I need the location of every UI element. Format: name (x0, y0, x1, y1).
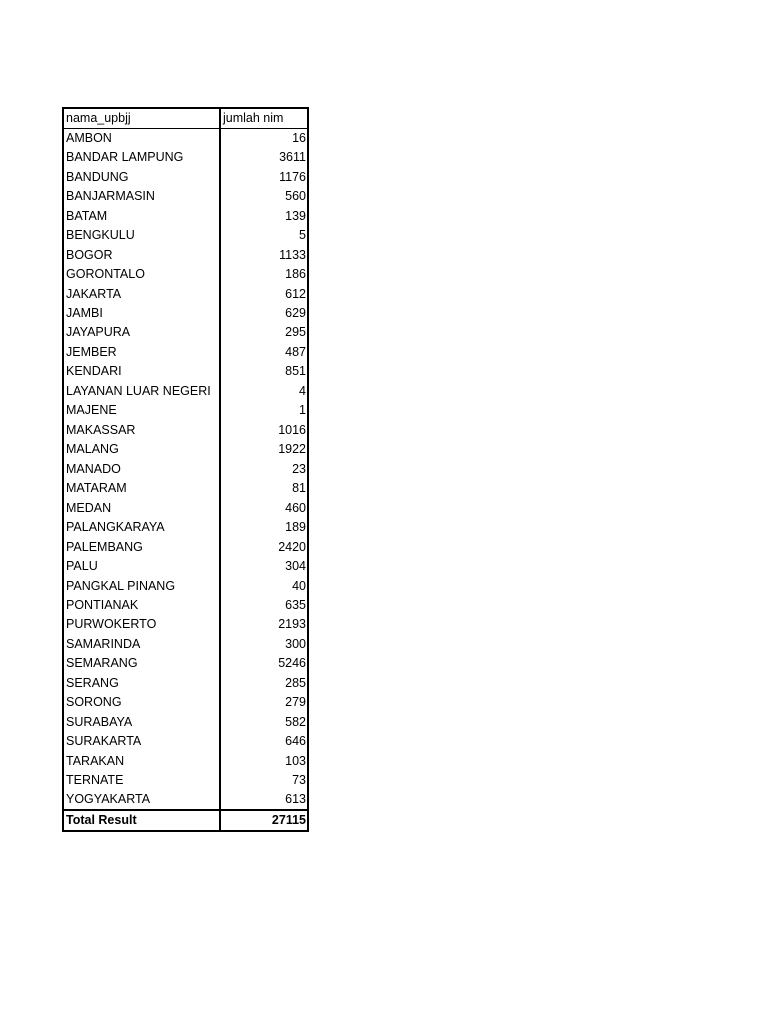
upbjj-name-cell: JAKARTA (63, 284, 220, 303)
nim-count-cell: 81 (292, 481, 306, 496)
nim-count-cell: 1 (299, 403, 306, 418)
nim-count-cell: 1176 (279, 169, 306, 184)
nim-count-cell: 487 (285, 344, 306, 359)
nim-count-cell: 5 (299, 228, 306, 243)
nim-count-cell: 189 (285, 520, 306, 535)
total-label: Total Result (63, 810, 220, 831)
table-footer (63, 810, 308, 831)
upbjj-name-cell: SERANG (63, 674, 220, 693)
table-row (63, 167, 308, 186)
upbjj-name-cell: TERNATE (63, 771, 220, 790)
upbjj-name-cell: PONTIANAK (63, 596, 220, 615)
table-row (63, 148, 308, 167)
table-row (63, 537, 308, 556)
table-row (63, 693, 308, 712)
upbjj-name-cell: PALU (63, 557, 220, 576)
table-header (63, 108, 308, 129)
table-row (63, 284, 308, 303)
table-row (63, 654, 308, 673)
upbjj-name-cell: JAMBI (63, 304, 220, 323)
table-row (63, 304, 308, 323)
nim-count-cell: 612 (285, 286, 306, 301)
upbjj-name-cell: PALANGKARAYA (63, 518, 220, 537)
table-row (63, 557, 308, 576)
table-row (63, 343, 308, 362)
table-row (63, 187, 308, 206)
nim-count-cell: 4 (299, 383, 306, 398)
upbjj-name-cell: PANGKAL PINANG (63, 576, 220, 595)
table-row (63, 771, 308, 790)
nim-count-cell: 1922 (278, 442, 306, 457)
table-row (63, 518, 308, 537)
nim-count-cell: 103 (285, 753, 306, 768)
nim-count-cell: 295 (285, 325, 306, 340)
nim-count-cell: 851 (285, 364, 306, 379)
header-row (63, 108, 308, 129)
nim-count-cell: 304 (285, 559, 306, 574)
upbjj-name-cell: PURWOKERTO (63, 615, 220, 634)
upbjj-name-cell: BANDAR LAMPUNG (63, 148, 220, 167)
table-row (63, 245, 308, 264)
table-row (63, 382, 308, 401)
table-body (63, 129, 308, 811)
nim-count-cell: 5246 (278, 656, 306, 671)
upbjj-name-cell: MEDAN (63, 498, 220, 517)
nim-count-cell: 560 (285, 189, 306, 204)
nim-count-cell: 186 (285, 267, 306, 282)
table-row (63, 129, 308, 149)
table-row (63, 674, 308, 693)
table-row (63, 362, 308, 381)
nim-count-cell: 1016 (278, 422, 306, 437)
upbjj-name-cell: SORONG (63, 693, 220, 712)
upbjj-name-cell: TARAKAN (63, 752, 220, 771)
upbjj-name-cell: MAKASSAR (63, 421, 220, 440)
nim-count-cell: 1133 (279, 247, 306, 262)
table-row (63, 479, 308, 498)
nim-count-cell: 73 (292, 773, 306, 788)
total-row (63, 810, 308, 831)
table-row (63, 498, 308, 517)
upbjj-name-cell: LAYANAN LUAR NEGERI (63, 382, 220, 401)
upbjj-name-cell: JAYAPURA (63, 323, 220, 342)
header-nama-upbjj: nama_upbjj (63, 108, 220, 129)
upbjj-name-cell: PALEMBANG (63, 537, 220, 556)
table-row (63, 421, 308, 440)
table-row (63, 635, 308, 654)
nim-count-cell: 635 (285, 598, 306, 613)
upbjj-name-cell: YOGYAKARTA (63, 790, 220, 810)
table-row (63, 615, 308, 634)
table-row (63, 752, 308, 771)
nim-count-cell: 285 (285, 675, 306, 690)
upbjj-name-cell: BATAM (63, 206, 220, 225)
nim-count-cell: 279 (285, 695, 306, 710)
upbjj-name-cell: BOGOR (63, 245, 220, 264)
upbjj-name-cell: BANJARMASIN (63, 187, 220, 206)
nim-count-cell: 300 (285, 636, 306, 651)
upbjj-name-cell: AMBON (63, 129, 220, 149)
upbjj-name-cell: MALANG (63, 440, 220, 459)
upbjj-name-cell: SAMARINDA (63, 635, 220, 654)
nim-count-cell: 139 (285, 208, 306, 223)
table-row (63, 206, 308, 225)
table-row (63, 265, 308, 284)
nim-count-cell: 16 (292, 131, 306, 145)
table-row (63, 401, 308, 420)
nim-count-cell: 629 (285, 305, 306, 320)
upbjj-name-cell: JEMBER (63, 343, 220, 362)
nim-count-cell: 582 (285, 714, 306, 729)
upbjj-name-cell: KENDARI (63, 362, 220, 381)
nim-count-cell: 613 (285, 792, 306, 807)
nim-count-cell: 2193 (278, 617, 306, 632)
table-row (63, 596, 308, 615)
upbjj-name-cell: GORONTALO (63, 265, 220, 284)
table-row (63, 732, 308, 751)
table-row (63, 713, 308, 732)
upbjj-name-cell: MATARAM (63, 479, 220, 498)
table-row (63, 323, 308, 342)
table-row (63, 576, 308, 595)
header-jumlah-nim: jumlah nim (220, 108, 308, 129)
nim-count-cell: 3611 (279, 150, 306, 165)
table-row (63, 790, 308, 810)
upbjj-name-cell: MANADO (63, 460, 220, 479)
nim-count-cell: 646 (285, 734, 306, 749)
upbjj-name-cell: BENGKULU (63, 226, 220, 245)
table-row (63, 460, 308, 479)
upbjj-name-cell: SURABAYA (63, 713, 220, 732)
upbjj-name-cell: BANDUNG (63, 167, 220, 186)
upbjj-name-cell: SURAKARTA (63, 732, 220, 751)
table-row (63, 440, 308, 459)
data-table (62, 107, 309, 832)
upbjj-name-cell: MAJENE (63, 401, 220, 420)
nim-count-cell: 40 (292, 578, 306, 593)
upbjj-name-cell: SEMARANG (63, 654, 220, 673)
table-row (63, 226, 308, 245)
total-value: 27115 (220, 810, 308, 831)
nim-count-cell: 2420 (278, 539, 306, 554)
nim-count-cell: 460 (285, 500, 306, 515)
nim-count-cell: 23 (292, 461, 306, 476)
